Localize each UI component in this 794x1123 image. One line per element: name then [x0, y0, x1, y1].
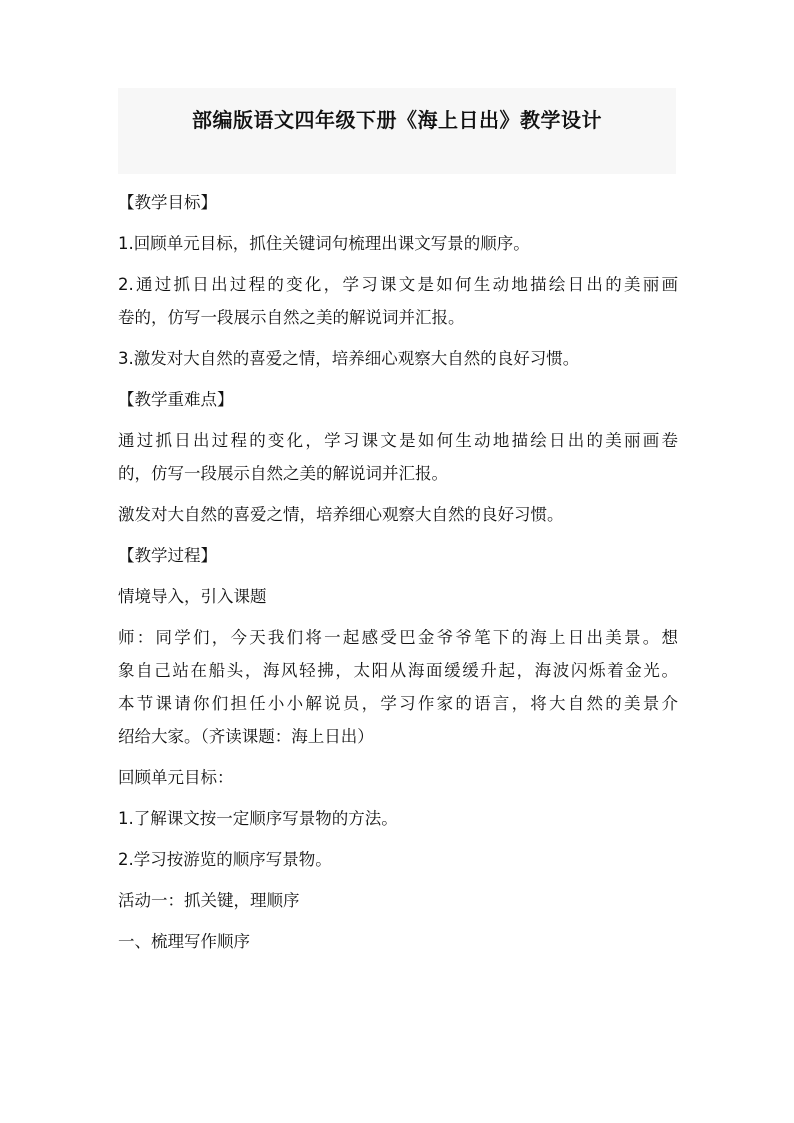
paragraph-line: 2.通过抓日出过程的变化，学习课文是如何生动地描绘日出的美丽画: [118, 275, 678, 294]
objective-item-2: [118, 268, 678, 334]
paragraph-line: 1.了解课文按一定顺序写景物的方法。: [118, 809, 398, 828]
paragraph-line: 活动一：抓关键，理顺序: [118, 891, 300, 910]
section-heading-key-points: [118, 383, 678, 416]
paragraph-line: 3.激发对大自然的喜爱之情，培养细心观察大自然的良好习惯。: [118, 349, 580, 368]
paragraph-line: 卷的，仿写一段展示自然之美的解说词并汇报。: [118, 308, 465, 327]
activity-heading: [118, 884, 678, 917]
section-heading-objectives: [118, 186, 678, 219]
teacher-speech: [118, 621, 678, 753]
paragraph-line: 2.学习按游览的顺序写景物。: [118, 850, 332, 869]
activity-step-1: [118, 925, 678, 958]
section-heading-process: [118, 539, 678, 572]
paragraph-line: 情境导入，引入课题: [118, 587, 267, 606]
paragraph-line: 【教学过程】: [118, 546, 217, 565]
paragraph-line: 的，仿写一段展示自然之美的解说词并汇报。: [118, 464, 448, 483]
paragraph-line: 回顾单元目标：: [118, 768, 234, 787]
unit-goal-1: [118, 802, 678, 835]
paragraph-line: 【教学重难点】: [118, 390, 234, 409]
subsection-intro: [118, 580, 678, 613]
paragraph-line: 激发对大自然的喜爱之情，培养细心观察大自然的良好习惯。: [118, 505, 564, 524]
document-body: [118, 186, 678, 966]
objective-item-1: [118, 227, 678, 260]
unit-goals-heading: [118, 761, 678, 794]
document-title: 部编版语文四年级下册《海上日出》教学设计: [192, 108, 602, 132]
paragraph-line: 绍给大家。（齐读课题：海上日出）: [118, 727, 374, 746]
paragraph-line: 师：同学们，今天我们将一起感受巴金爷爷笔下的海上日出美景。想: [118, 628, 678, 647]
paragraph-line: 一、梳理写作顺序: [118, 932, 250, 951]
key-point-2: [118, 498, 678, 531]
paragraph-line: 象自己站在船头，海风轻拂，太阳从海面缓缓升起，海波闪烁着金光。: [118, 661, 678, 680]
key-point-1: [118, 424, 678, 490]
paragraph-line: 通过抓日出过程的变化，学习课文是如何生动地描绘日出的美丽画卷: [118, 431, 678, 450]
unit-goal-2: [118, 843, 678, 876]
paragraph-line: 1.回顾单元目标，抓住关键词句梳理出课文写景的顺序。: [118, 234, 530, 253]
paragraph-line: 本节课请你们担任小小解说员，学习作家的语言，将大自然的美景介: [118, 694, 678, 713]
objective-item-3: [118, 342, 678, 375]
paragraph-line: 【教学目标】: [118, 193, 217, 212]
